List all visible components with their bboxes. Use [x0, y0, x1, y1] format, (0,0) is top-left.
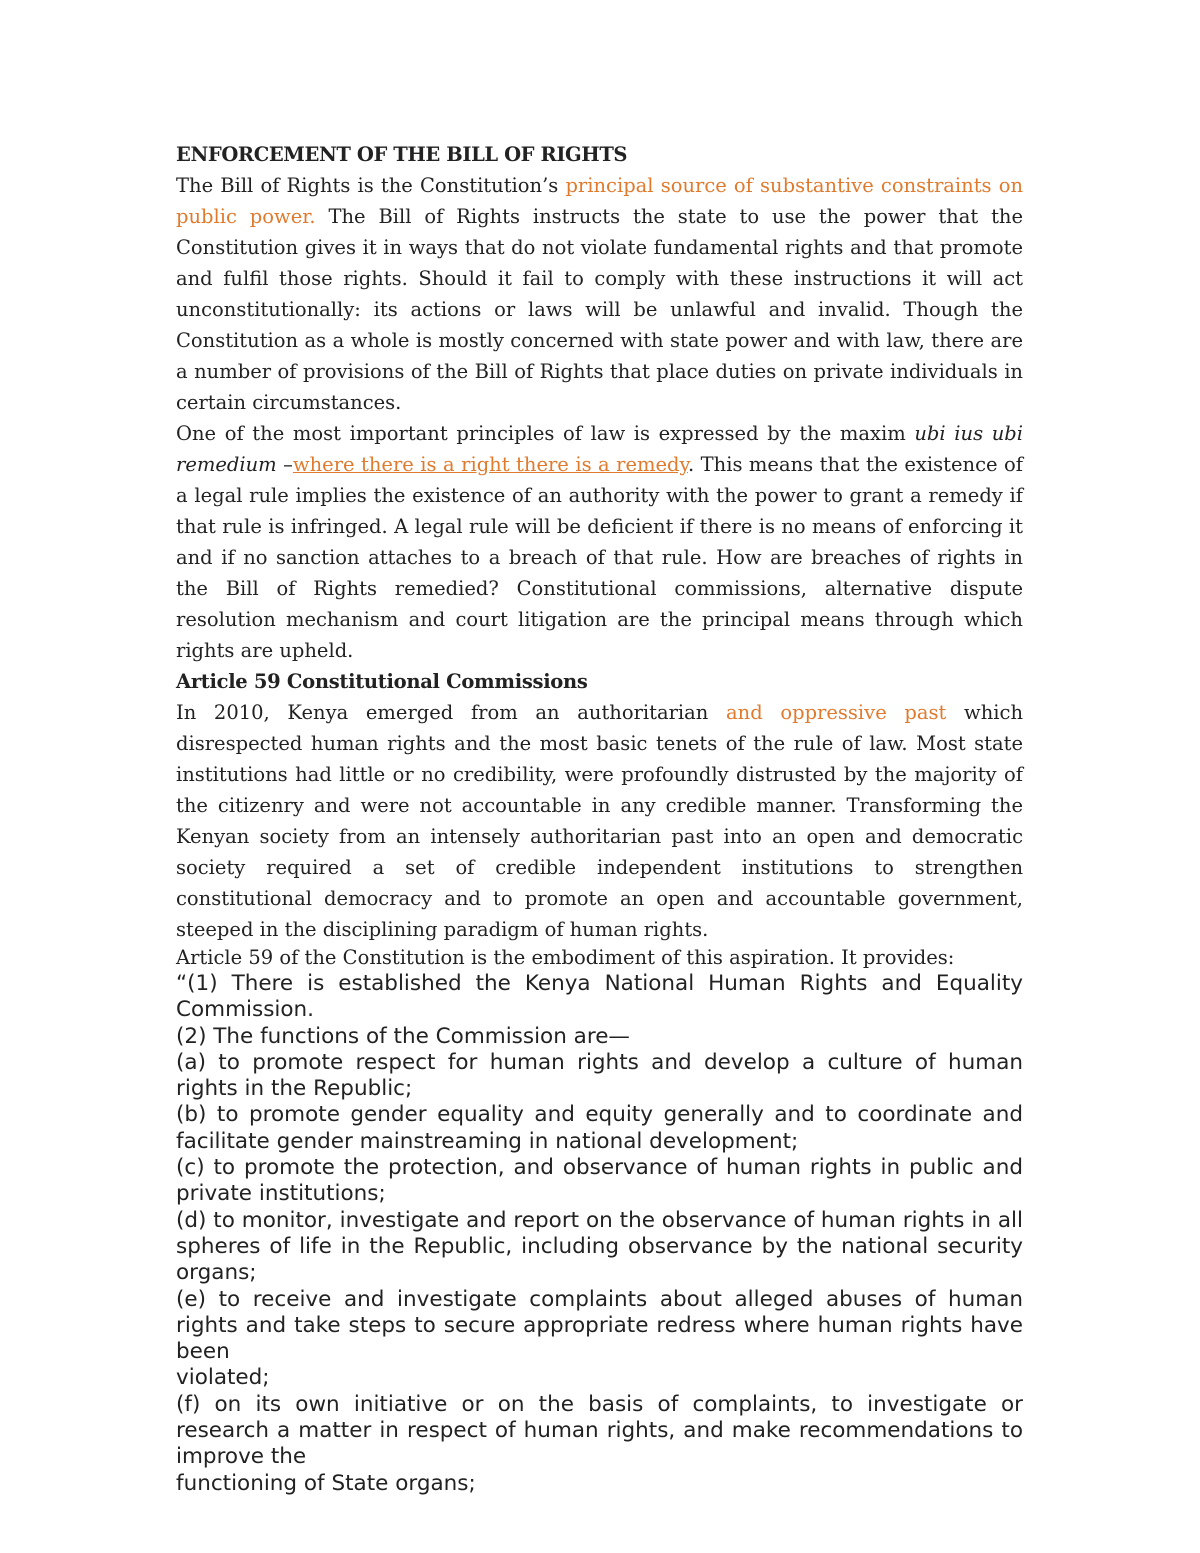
section-heading: Article 59 Constitutional Commissions: [176, 670, 588, 693]
quote-line: violated;: [176, 1365, 270, 1391]
text-run: The Bill of Rights is the Constitution’s: [176, 174, 566, 197]
maxim-translation-link[interactable]: where there is a right there is a remedy: [292, 453, 688, 476]
paragraph-kenya-2010: [176, 697, 1023, 945]
quote-line: functioning of State organs;: [176, 1470, 476, 1496]
quote-line: (d) to monitor, investigate and report on the observance of human rights in all spheres of life in the Republic, including observance by the national security organs;: [176, 1207, 1023, 1286]
text-run: One of the most important principles of law is expressed by the maxim: [176, 422, 915, 445]
quote-line: (f) on its own initiative or on the basis of complaints, to investigate or research a matter in respect of human rights, and make recommendations to improve the: [176, 1391, 1023, 1470]
quote-line: (e) to receive and investigate complaints about alleged abuses of human rights and take steps to secure appropriate redress where human rights have been: [176, 1286, 1023, 1365]
text-run: In 2010, Kenya emerged from an authoritarian: [176, 701, 727, 724]
document-title: ENFORCEMENT OF THE BILL OF RIGHTS: [176, 143, 628, 166]
quote-line: (a) to promote respect for human rights and develop a culture of human rights in the Republic;: [176, 1049, 1023, 1102]
quote-line: (2) The functions of the Commission are—: [176, 1023, 630, 1049]
text-run: The Bill of Rights instructs the state to use the power that the Constitution gives it in ways that do not violate fundamental rights and that promote and fulfil those rights. Should it fail to comply with these instructions it will act unconstitutionally: its actions or laws will be unlawful and invalid. Though the Constitution as a whole is mostly concerned with state power and with law, there are a number of provisions of the Bill of Rights that place duties on private individuals in certain circumstances.: [176, 205, 1024, 414]
text-run: which disrespected human rights and the most basic tenets of the rule of law. Most state institutions had little or no credibility, were profoundly distrusted by the majority of the citizenry and were not accountable in any credible manner. Transforming the Kenyan society from an intensely authoritarian past into an open and democratic society required a set of credible independent institutions to strengthen constitutional democracy and to promote an open and accountable government, steeped in the disciplining paradigm of human rights.: [176, 701, 1023, 941]
constitution-quote: [176, 971, 1023, 1497]
quote-line: “(1) There is established the Kenya National Human Rights and Equality Commission.: [176, 971, 1023, 1023]
quote-line: (b) to promote gender equality and equity generally and to coordinate and facilitate gender mainstreaming in national development;: [176, 1102, 1023, 1154]
paragraph-article-59-intro: Article 59 of the Constitution is the embodiment of this aspiration. It provides:: [176, 946, 955, 969]
latin-maxim: ubi ius ubi remedium: [176, 422, 1023, 476]
document-body: [176, 139, 1023, 1497]
highlighted-phrase: principal source of substantive constraints on public power.: [176, 174, 1024, 228]
text-run: . This means that the existence of a legal rule implies the existence of an authority with the power to grant a remedy if that rule is infringed. A legal rule will be deficient if there is no means of enforcing it and if no sanction attaches to a breach of that rule. How are breaches of rights in the Bill of Rights remedied? Constitutional commissions, alternative dispute resolution mechanism and court litigation are the principal means through which rights are upheld.: [176, 453, 1023, 662]
paragraph-maxim: [176, 418, 1023, 666]
quote-line: (c) to promote the protection, and observance of human rights in public and private institutions;: [176, 1155, 1023, 1207]
paragraph-bill-of-rights: [176, 170, 1023, 418]
text-run: –: [276, 453, 293, 476]
highlighted-phrase: and oppressive past: [726, 701, 947, 724]
